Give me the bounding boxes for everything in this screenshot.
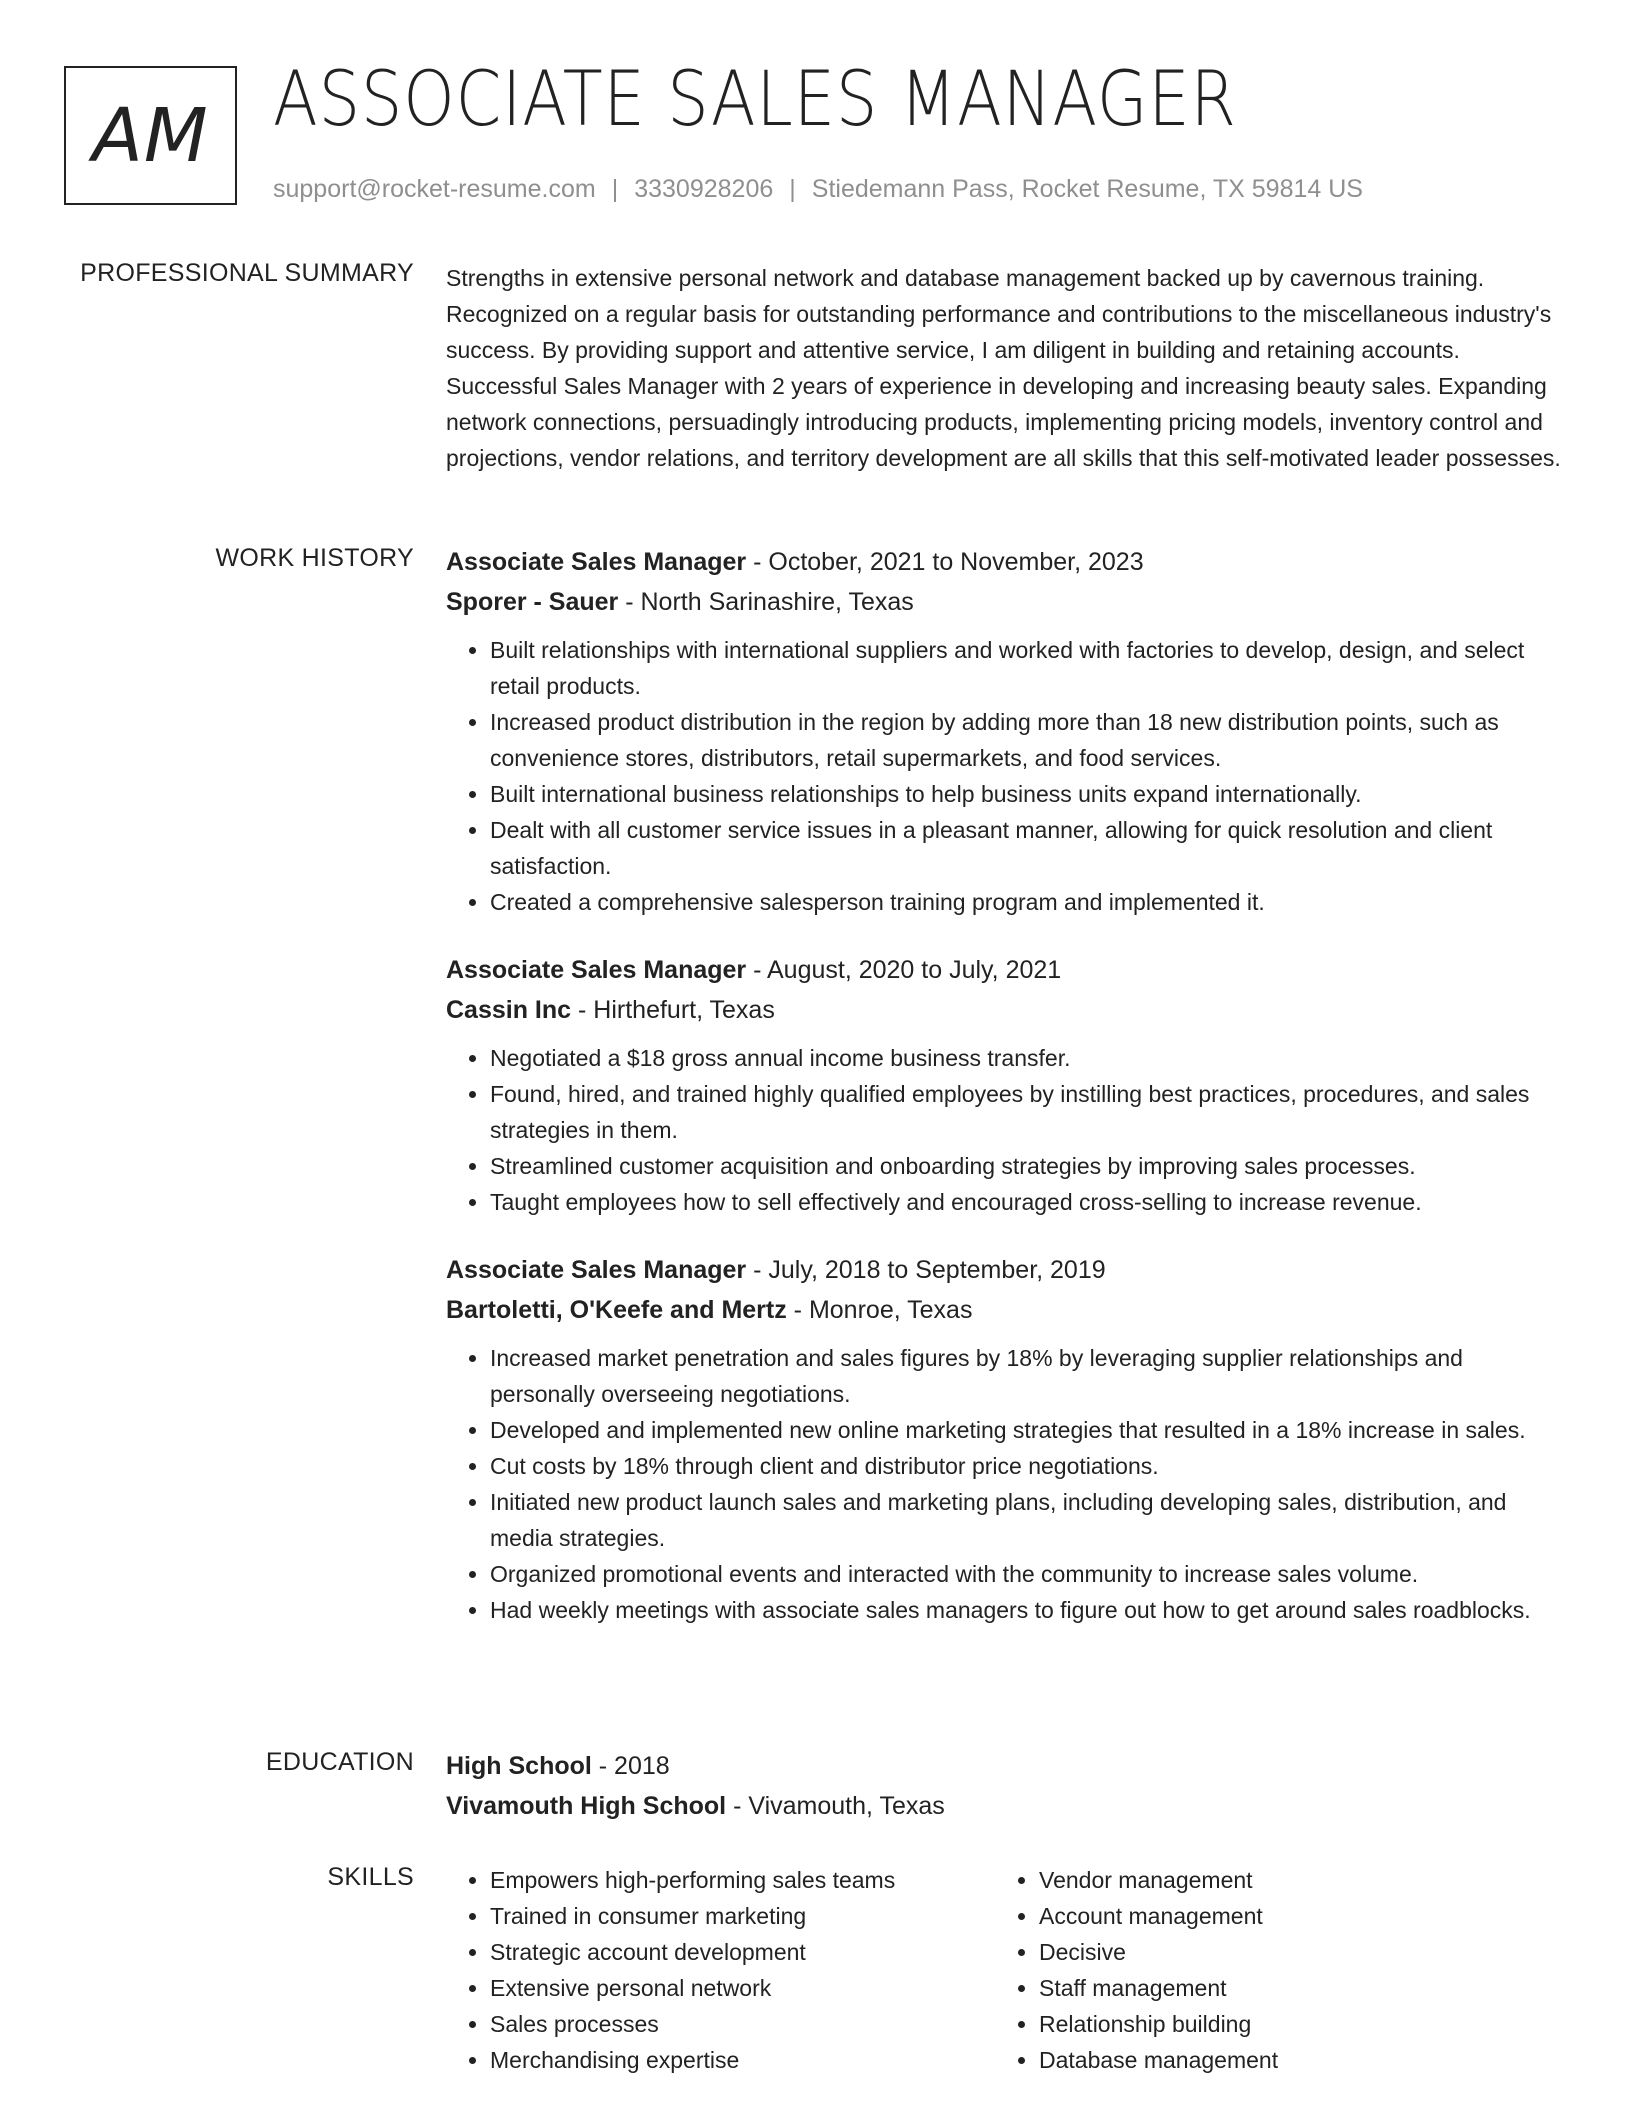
job-location: - Monroe, Texas: [786, 1296, 973, 1324]
skill-item: • Merchandising expertise: [490, 2042, 995, 2078]
skills-list-right: [995, 1862, 1489, 2078]
contact-line: [273, 175, 1363, 204]
job-title: Associate Sales Manager: [446, 956, 747, 984]
education-degree: High School: [446, 1752, 592, 1780]
skill-item: • Extensive personal network: [490, 1970, 995, 2006]
bullet-item: • Had weekly meetings with associate sales managers to figure out how to get around sales roadblocks.: [490, 1592, 1566, 1628]
job-bullets: [446, 1040, 1566, 1220]
contact-address: Stiedemann Pass, Rocket Resume, TX 59814 US: [811, 175, 1363, 203]
job-company: Sporer - Sauer: [446, 588, 619, 616]
job-title: Associate Sales Manager: [446, 548, 747, 576]
skill-item: • Trained in consumer marketing: [490, 1898, 995, 1934]
bullet-item: • Cut costs by 18% through client and distributor price negotiations.: [490, 1448, 1566, 1484]
bullet-item: • Initiated new product launch sales and marketing plans, including developing sales, distribution, and media strategies.: [490, 1484, 1566, 1556]
monogram-initials: AM: [92, 92, 209, 179]
bullet-item: • Increased product distribution in the region by adding more than 18 new distribution points, such as convenience stores, distributors, retail supermarkets, and food services.: [490, 704, 1566, 776]
contact-separator: |: [789, 175, 796, 203]
job-company: Bartoletti, O'Keefe and Mertz: [446, 1296, 787, 1324]
bullet-item: • Negotiated a $18 gross annual income business transfer.: [490, 1040, 1566, 1076]
bullet-item: • Organized promotional events and interacted with the community to increase sales volume.: [490, 1556, 1566, 1592]
contact-phone[interactable]: 3330928206: [634, 175, 774, 203]
monogram-box: [64, 66, 237, 205]
job-entry: [446, 542, 1566, 920]
job-location: - Hirthefurt, Texas: [571, 996, 775, 1024]
job-entry: [446, 1250, 1566, 1628]
bullet-item: • Built relationships with international suppliers and worked with factories to develop, design, and select retail products.: [490, 632, 1566, 704]
skills-list-left: [446, 1862, 995, 2078]
job-title: Associate Sales Manager: [446, 1256, 747, 1284]
bullet-item: • Found, hired, and trained highly qualified employees by instilling best practices, procedures, and sales strategies in them.: [490, 1076, 1566, 1148]
skill-item: • Account management: [1039, 1898, 1489, 1934]
summary-text: Strengths in extensive personal network and database management backed up by cavernous training. Recognized on a regular basis for outstanding performance and contributions to the miscellaneous industry's success. By providing support and attentive service, I am diligent in building and retaining accounts. Successful Sales Manager with 2 years of experience in developing and increasing beauty sales. Expanding network connections, persuadingly introducing products, implementing pricing models, inventory control and projections, vendor relations, and territory development are all skills that this self-motivated leader possesses.: [446, 265, 1561, 471]
job-company-line: [446, 582, 1566, 622]
skills-columns: [446, 1862, 1566, 2078]
skill-item: • Strategic account development: [490, 1934, 995, 1970]
section-heading-work-history: WORK HISTORY: [215, 544, 414, 572]
job-dates: - July, 2018 to September, 2019: [746, 1256, 1106, 1284]
skill-item: • Empowers high-performing sales teams: [490, 1862, 995, 1898]
bullet-item: • Increased market penetration and sales figures by 18% by leveraging supplier relationships and personally overseeing negotiations.: [490, 1340, 1566, 1412]
education-location: - Vivamouth, Texas: [726, 1792, 945, 1820]
education-degree-line: [446, 1746, 1566, 1786]
job-company: Cassin Inc: [446, 996, 572, 1024]
section-heading-summary: PROFESSIONAL SUMMARY: [80, 259, 414, 287]
job-dates: - August, 2020 to July, 2021: [746, 956, 1062, 984]
skill-item: • Decisive: [1039, 1934, 1489, 1970]
job-bullets: [446, 632, 1566, 920]
job-company-line: [446, 990, 1566, 1030]
job-title-line: [446, 542, 1566, 582]
skill-item: • Sales processes: [490, 2006, 995, 2042]
bullet-item: • Dealt with all customer service issues in a pleasant manner, allowing for quick resolution and client satisfaction.: [490, 812, 1566, 884]
skill-item: • Database management: [1039, 2042, 1489, 2078]
skill-item: • Vendor management: [1039, 1862, 1489, 1898]
skill-item: • Relationship building: [1039, 2006, 1489, 2042]
job-location: - North Sarinashire, Texas: [618, 588, 914, 616]
job-bullets: [446, 1340, 1566, 1628]
job-dates: - October, 2021 to November, 2023: [746, 548, 1144, 576]
resume-title: ASSOCIATE SALES MANAGER: [273, 54, 1237, 143]
education-year: - 2018: [591, 1752, 670, 1780]
skill-item: • Staff management: [1039, 1970, 1489, 2006]
contact-separator: |: [611, 175, 619, 203]
bullet-item: • Created a comprehensive salesperson training program and implemented it.: [490, 884, 1566, 920]
job-entry: [446, 950, 1566, 1220]
education-school: Vivamouth High School: [446, 1792, 727, 1820]
section-heading-education: EDUCATION: [265, 1748, 414, 1776]
contact-email[interactable]: support@rocket-resume.com: [273, 175, 596, 203]
job-title-line: [446, 950, 1566, 990]
education-school-line: [446, 1786, 1566, 1826]
job-title-line: [446, 1250, 1566, 1290]
section-heading-skills: SKILLS: [327, 1863, 414, 1891]
bullet-item: • Built international business relationships to help business units expand internationally.: [490, 776, 1566, 812]
job-company-line: [446, 1290, 1566, 1330]
bullet-item: • Streamlined customer acquisition and onboarding strategies by improving sales processes.: [490, 1148, 1566, 1184]
bullet-item: • Taught employees how to sell effectively and encouraged cross-selling to increase revenue.: [490, 1184, 1566, 1220]
bullet-item: • Developed and implemented new online marketing strategies that resulted in a 18% increase in sales.: [490, 1412, 1566, 1448]
